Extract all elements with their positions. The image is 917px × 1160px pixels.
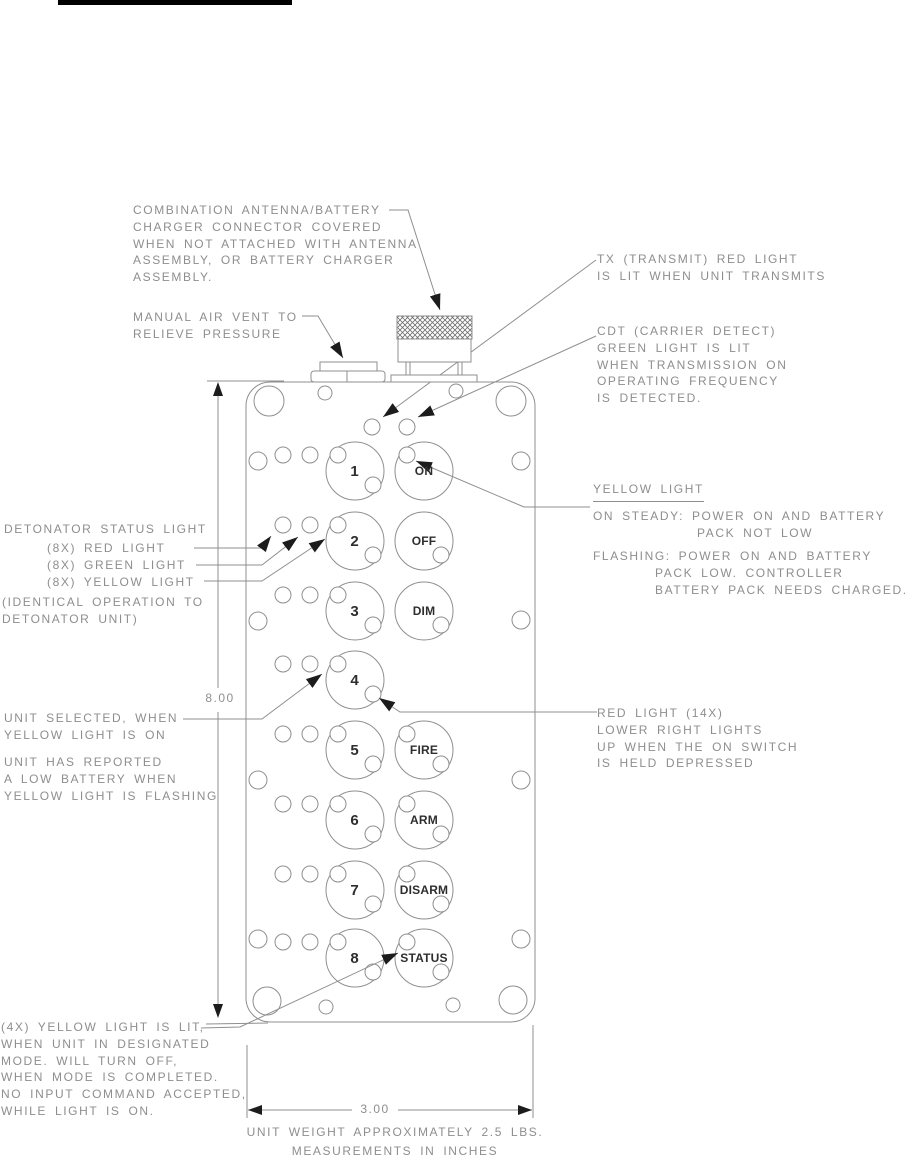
button-unit-5[interactable] — [326, 721, 384, 779]
button-unit-5-label: 5 — [350, 741, 360, 759]
corner-screw — [253, 987, 281, 1015]
button-unit-4-label: 4 — [350, 671, 360, 689]
footer-note: UNIT WEIGHT APPROXIMATELY 2.5 LBS. MEASUREMENTS IN INCHES — [246, 1125, 544, 1158]
corner-screw — [499, 986, 527, 1014]
detonator-green-light — [302, 517, 318, 533]
detonator-red-light — [275, 934, 291, 950]
callout-detonator-status-items: (8X) RED LIGHT (8X) GREEN LIGHT (8X) YELLOW LIGHT — [47, 541, 195, 589]
dimension-width-label: 3.00 — [360, 1102, 390, 1116]
detonator-red-light — [275, 726, 291, 742]
button-dim-label: DIM — [412, 604, 436, 618]
detonator-red-light — [275, 656, 291, 672]
detonator-green-light — [302, 866, 318, 882]
button-status[interactable] — [395, 929, 453, 987]
button-status-label: STATUS — [400, 951, 448, 965]
air-vent-shape — [311, 362, 385, 382]
button-disarm[interactable] — [395, 861, 453, 919]
detonator-green-light — [302, 796, 318, 812]
detonator-green-light — [302, 656, 318, 672]
button-unit-7-label: 7 — [350, 881, 360, 899]
callout-mode-yellow-light: (4X) YELLOW LIGHT IS LIT, WHEN UNIT IN DESIGNATED MODE. WILL TURN OFF, WHEN MODE IS COMPLETED. NO INPUT COMMAND ACCEPTED, WHILE LIGHT IS ON. — [1, 1020, 247, 1118]
button-unit-4[interactable] — [326, 651, 384, 709]
corner-screw — [496, 386, 526, 416]
callout-red-light-14x: RED LIGHT (14X) LOWER RIGHT LIGHTS UP WHEN THE ON SWITCH IS HELD DEPRESSED — [597, 706, 799, 771]
button-unit-6-label: 6 — [350, 811, 360, 829]
button-dim[interactable] — [395, 582, 453, 640]
button-unit-1-label: 1 — [350, 462, 360, 480]
button-off-label: OFF — [411, 534, 437, 548]
antenna-connector-shape — [391, 316, 477, 382]
button-unit-8[interactable] — [326, 929, 384, 987]
detonator-red-light — [275, 796, 291, 812]
detonator-green-light — [302, 726, 318, 742]
detonator-green-light — [302, 587, 318, 603]
callout-yellow-light: YELLOW LIGHT ON STEADY: POWER ON AND BATTERY PACK NOT LOW FLASHING: POWER ON AND BATTERY PACK LOW. CONTROLLER BATTERY PACK NEEDS CHARGED. — [593, 482, 908, 597]
cdt-green-light — [399, 419, 415, 435]
detonator-red-light — [275, 866, 291, 882]
callout-antenna-connector: COMBINATION ANTENNA/BATTERY CHARGER CONNECTOR COVERED WHEN NOT ATTACHED WITH ANTENNA ASSEMBLY, OR BATTERY CHARGER ASSEMBLY. — [133, 203, 418, 285]
knurled-cap — [397, 316, 472, 339]
button-disarm-label: DISARM — [399, 883, 449, 897]
button-arm[interactable] — [395, 791, 453, 849]
yellow-light-heading: YELLOW LIGHT — [593, 481, 704, 502]
button-on-label: ON — [414, 464, 434, 478]
detonator-red-light — [275, 587, 291, 603]
button-arm-label: ARM — [410, 813, 438, 827]
callout-low-battery: UNIT HAS REPORTED A LOW BATTERY WHEN YELLOW LIGHT IS FLASHING — [4, 755, 218, 803]
button-unit-6[interactable] — [326, 791, 384, 849]
controller-faceplate — [246, 382, 535, 1022]
button-unit-7[interactable] — [326, 861, 384, 919]
button-unit-2[interactable] — [326, 512, 384, 570]
callout-tx-light: TX (TRANSMIT) RED LIGHT IS LIT WHEN UNIT TRANSMITS — [597, 252, 826, 283]
button-unit-8-label: 8 — [350, 949, 360, 967]
callout-cdt-light: CDT (CARRIER DETECT) GREEN LIGHT IS LIT WHEN TRANSMISSION ON OPERATING FREQUENCY IS DETECTED. — [597, 324, 788, 406]
detonator-red-light — [275, 447, 291, 463]
detonator-green-light — [302, 447, 318, 463]
callout-unit-selected: UNIT SELECTED, WHEN YELLOW LIGHT IS ON — [4, 711, 179, 742]
detonator-green-light — [302, 934, 318, 950]
callout-air-vent: MANUAL AIR VENT TO RELIEVE PRESSURE — [133, 310, 298, 341]
corner-screw — [254, 386, 284, 416]
callout-detonator-note: (IDENTICAL OPERATION TO DETONATOR UNIT) — [2, 595, 204, 626]
detonator-red-light — [275, 517, 291, 533]
vent-leader-line — [302, 316, 343, 358]
button-unit-2-label: 2 — [350, 532, 360, 550]
button-on[interactable] — [395, 442, 453, 500]
button-fire[interactable] — [395, 721, 453, 779]
dimension-height-label: 8.00 — [205, 691, 235, 705]
callout-detonator-status-heading: DETONATOR STATUS LIGHT — [4, 522, 207, 536]
button-unit-3[interactable] — [326, 582, 384, 640]
button-unit-3-label: 3 — [350, 602, 360, 620]
button-unit-1[interactable] — [326, 442, 384, 500]
button-fire-label: FIRE — [409, 743, 439, 757]
button-off[interactable] — [395, 512, 453, 570]
tx-red-light — [364, 419, 380, 435]
